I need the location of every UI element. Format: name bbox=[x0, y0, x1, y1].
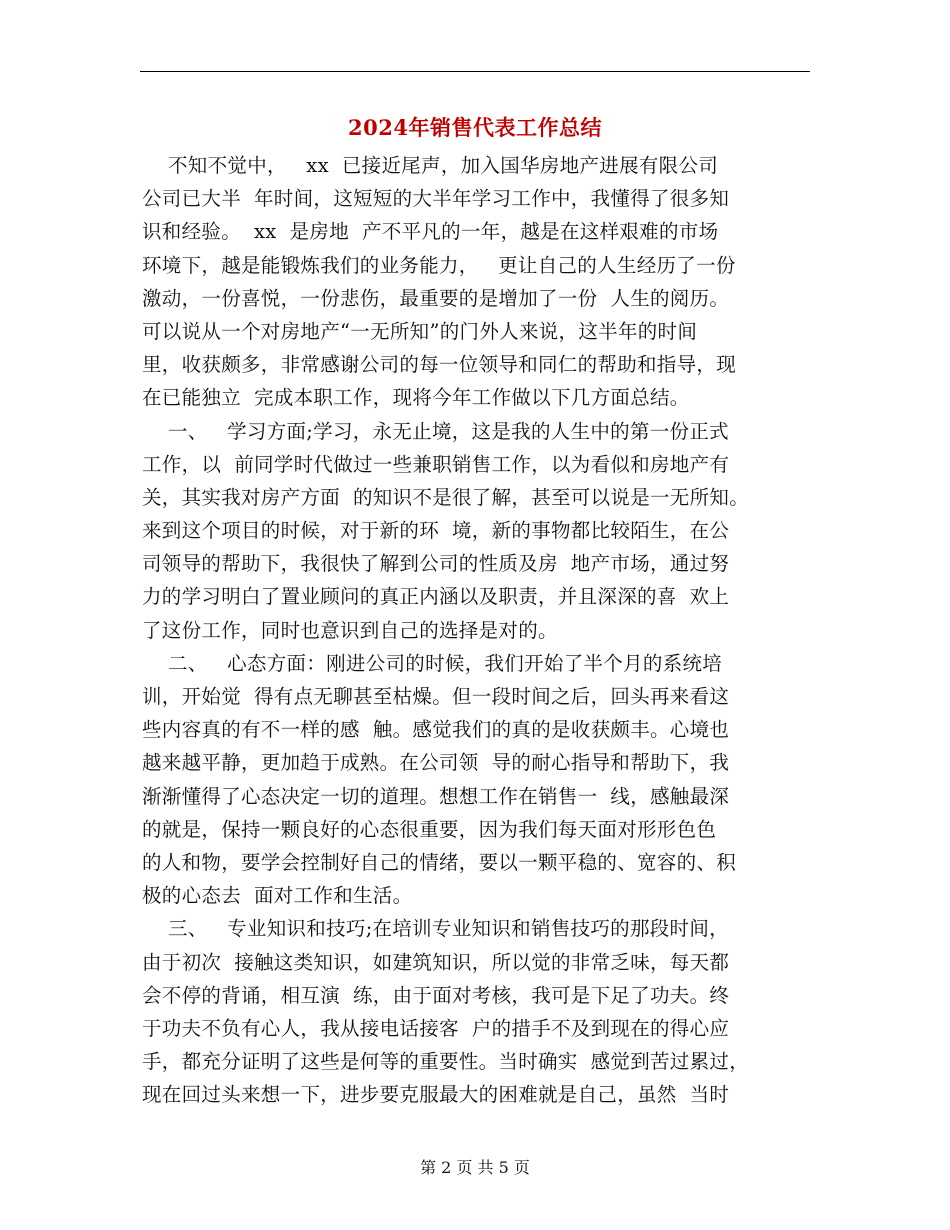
body-line: 二、 心态方面：刚进公司的时候，我们开始了半个月的系统培 bbox=[142, 651, 723, 675]
body-line: 现在回过头来想一下，进步要克服最大的困难就是自己，虽然 当时 bbox=[142, 1083, 730, 1107]
body-line: 识和经验。 xx 是房地 产不平凡的一年，越是在这样艰难的市场 bbox=[142, 220, 719, 244]
body-line: 里，收获颇多，非常感谢公司的每一位领导和同仁的帮助和指导，现 bbox=[142, 353, 737, 377]
body-line: 了这份工作，同时也意识到自己的选择是对的。 bbox=[142, 618, 558, 642]
body-line: 的人和物，要学会控制好自己的情绪，要以一颗平稳的、宽容的、积 bbox=[142, 850, 737, 874]
page-footer: 第 2 页 共 5 页 bbox=[420, 1158, 530, 1177]
body-line: 来到这个项目的时候，对于新的环 境，新的事物都比较陌生，在公 bbox=[142, 519, 730, 543]
body-line: 越来越平静，更加趋于成熟。在公司领 导的耐心指导和帮助下，我 bbox=[142, 751, 730, 775]
body-line: 渐渐懂得了心态决定一切的道理。想想工作在销售一 线，感触最深 bbox=[142, 784, 730, 808]
body-line: 可以说从一个对房地产“一无所知”的门外人来说，这半年的时间 bbox=[142, 319, 698, 343]
body-line: 激动，一份喜悦，一份悲伤，最重要的是增加了一份 人生的阅历。 bbox=[142, 286, 730, 310]
body-line: 司领导的帮助下，我很快了解到公司的性质及房 地产市场，通过努 bbox=[142, 552, 730, 576]
body-line: 公司已大半 年时间，这短短的大半年学习工作中，我懂得了很多知 bbox=[142, 187, 730, 211]
body-line: 手，都充分证明了这些是何等的重要性。当时确实 感觉到苦过累过， bbox=[142, 1050, 749, 1074]
body-line: 一、 学习方面;学习，永无止境，这是我的人生中的第一份正式 bbox=[142, 419, 729, 443]
body-line: 极的心态去 面对工作和生活。 bbox=[142, 884, 413, 908]
body-line: 关，其实我对房产方面 的知识不是很了解，甚至可以说是一无所知。 bbox=[142, 485, 749, 509]
body-line: 三、 专业知识和技巧;在培训专业知识和销售技巧的那段时间， bbox=[142, 917, 729, 941]
body-line: 力的学习明白了置业顾问的真正内涵以及职责，并且深深的喜 欢上 bbox=[142, 585, 730, 609]
body-line: 些内容真的有不一样的感 触。感觉我们的真的是收获颇丰。心境也 bbox=[142, 718, 730, 742]
body-line: 的就是，保持一颗良好的心态很重要，因为我们每天面对形形色色 bbox=[142, 817, 717, 841]
body-line: 不知不觉中， xx 已接近尾声，加入国华房地产进展有限公司 bbox=[142, 154, 719, 177]
document-title: 2024年销售代表工作总结 bbox=[348, 115, 602, 140]
body-line: 于功夫不负有心人，我从接电话接客 户的措手不及到现在的得心应 bbox=[142, 1016, 730, 1040]
body-line: 训，开始觉 得有点无聊甚至枯燥。但一段时间之后，回头再来看这 bbox=[142, 685, 730, 708]
body-line: 会不停的背诵，相互演 练，由于面对考核，我可是下足了功夫。终 bbox=[142, 983, 730, 1007]
body-line: 由于初次 接触这类知识，如建筑知识，所以觉的非常乏味，每天都 bbox=[142, 950, 730, 974]
body-line: 环境下，越是能锻炼我们的业务能力， 更让自己的人生经历了一份 bbox=[142, 253, 736, 277]
body-line: 工作，以 前同学时代做过一些兼职销售工作，以为看似和房地产有 bbox=[142, 452, 730, 476]
header-rule bbox=[140, 71, 810, 72]
document-body bbox=[142, 149, 810, 1111]
body-line: 在已能独立 完成本职工作，现将今年工作做以下几方面总结。 bbox=[142, 386, 690, 410]
